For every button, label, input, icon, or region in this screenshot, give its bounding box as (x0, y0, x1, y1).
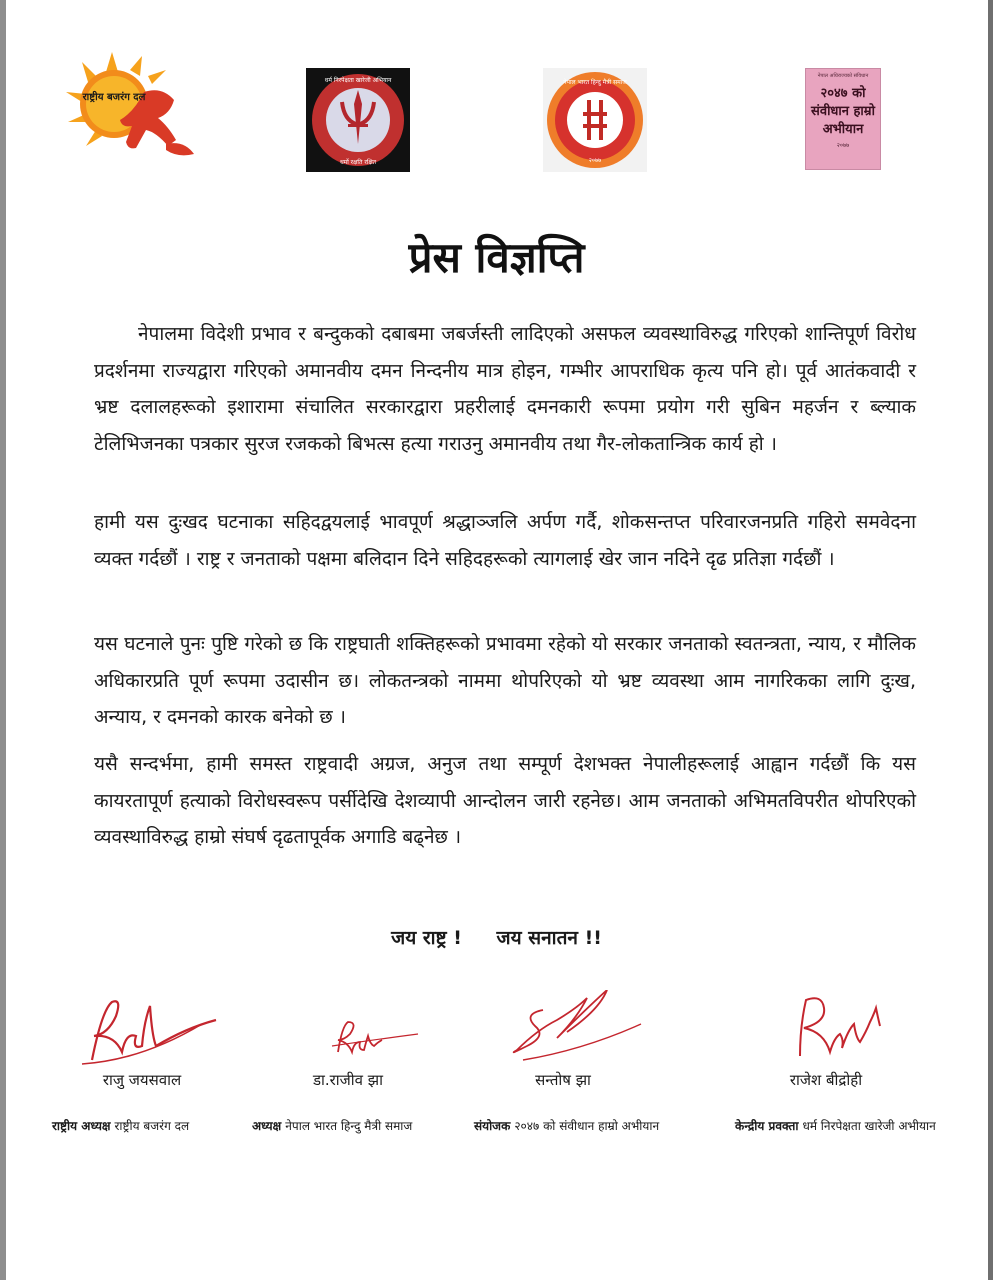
signatory-4-title (735, 1117, 936, 1134)
signatory-1-title (52, 1117, 189, 1134)
left-page-edge (0, 0, 6, 1280)
signatory-3-org: २०४७ को संवीधान हाम्रो अभीयान (514, 1119, 660, 1133)
slogan (0, 924, 993, 950)
signatory-1 (22, 990, 262, 1090)
dharma-nirapekshata-logo (306, 68, 410, 172)
signatory-4-role: केन्द्रीय प्रवक्ता (735, 1119, 799, 1133)
paragraph-2: हामी यस दुःखद घटनाका सहिदद्वयलाई भावपूर्ण श्रद्धाञ्जलि अर्पण गर्दै, शोकसन्तप्त परिवारजनप्रति गहिरो समवेदना व्यक्त गर्दछौं । राष्ट्र र जनताको पक्षमा बलिदान दिने सहिदहरूको त्यागलाई खेर जान नदिने दृढ प्रतिज्ञा गर्दछौं । (94, 511, 916, 570)
nepal-bharat-maitri-logo (543, 68, 647, 172)
signatory-3-title (474, 1117, 659, 1134)
rashtriya-bajrang-dal-logo (62, 52, 202, 170)
right-page-edge (988, 0, 993, 1280)
signatory-4 (706, 990, 946, 1090)
signatory-4-name: राजेश बीद्रोही (789, 1071, 863, 1089)
signatory-2 (228, 990, 468, 1090)
logo4-main-text: २०४७ को संवीधान हाम्रो अभीयान (811, 86, 875, 137)
signatory-4-org: धर्म निरपेक्षता खारेजी अभीयान (802, 1119, 936, 1133)
signatory-2-title (252, 1117, 412, 1134)
signatory-2-name: डा.राजीव झा (312, 1071, 384, 1089)
logo4-org-text: नेपाल अधिराज्यको संविधान (817, 73, 869, 79)
signature-4 (736, 990, 916, 1070)
logo2-top-text: धर्म निरपेक्षता खारेजी अभियान (324, 77, 392, 84)
signatory-2-org: नेपाल भारत हिन्दु मैत्री समाज (285, 1119, 413, 1133)
signature-1 (62, 990, 222, 1070)
signatory-3-name: सन्तोष झा (535, 1071, 591, 1089)
slogan-right: जय सनातन !! (496, 927, 602, 949)
signatory-2-role: अध्यक्ष (252, 1119, 282, 1133)
logo3-top-text: नेपाल भारत हिन्दु मैत्री समाज (563, 79, 627, 86)
paragraph-4: यसै सन्दर्भमा, हामी समस्त राष्ट्रवादी अग्रज, अनुज तथा सम्पूर्ण देशभक्त नेपालीहरूलाई आह्वान गर्दछौं कि यस कायरतापूर्ण हत्याको विरोधस्वरूप पर्सीदेखि देशव्यापी आन्दोलन जारी रहनेछ। आम जनताको अभिमतविपरीत थोपरिएको व्यवस्थाविरुद्ध हाम्रो संघर्ष दृढतापूर्वक अगाडि बढ्नेछ । (94, 753, 916, 848)
press-release-title: प्रेस विज्ञप्ति (408, 233, 585, 282)
logo2-bottom-text: धर्मो रक्षति रक्षित (339, 159, 377, 166)
signature-3 (463, 990, 663, 1070)
signatory-1-name: राजु जयसवाल (102, 1071, 182, 1089)
signatory-3-role: संयोजक (474, 1119, 511, 1133)
samvidhan-abhiyan-logo (805, 68, 881, 170)
slogan-left: जय राष्ट्र ! (391, 927, 462, 949)
logo4-year-text: २०७७ (836, 142, 850, 149)
logo-row (0, 52, 993, 172)
logo1-text: राष्ट्रीय बजरंग दल (82, 92, 146, 103)
signatory-1-role: राष्ट्रीय अध्यक्ष (52, 1119, 111, 1133)
signatory-3 (443, 990, 683, 1090)
paragraph-1: नेपालमा विदेशी प्रभाव र बन्दुकको दबाबमा जबर्जस्ती लादिएको असफल व्यवस्थाविरुद्ध गरिएको शान्तिपूर्ण विरोध प्रदर्शनमा राज्यद्वारा गरिएको अमानवीय दमन निन्दनीय मात्र होइन, गम्भीर आपराधिक कृत्य पनि हो। पूर्व आतंकवादी र भ्रष्ट दलालहरूको इशारामा संचालित सरकारद्वारा प्रहरीलाई दमनकारी रूपमा प्रयोग गरी सुबिन महर्जन र ब्ल्याक टेलिभिजनका पत्रकार सुरज रजकको बिभत्स हत्या गराउनु अमानवीय तथा गैर-लोकतान्त्रिक कार्य हो । (94, 323, 916, 455)
paragraph-3: यस घटनाले पुनः पुष्टि गरेको छ कि राष्ट्रघाती शक्तिहरूको प्रभावमा रहेको यो सरकार जनताको स्वतन्त्रता, न्याय, र मौलिक अधिकारप्रति पूर्ण रूपमा उदासीन छ। लोकतन्त्रको नाममा थोपरिएको यो भ्रष्ट व्यवस्था आम नागरिकका लागि दुःख, अन्याय, र दमनको कारक बनेको छ । (94, 633, 916, 728)
logo3-bottom-text: २०७७ (588, 157, 602, 164)
signature-2 (268, 990, 428, 1070)
signatory-1-org: राष्ट्रीय बजरंग दल (114, 1119, 190, 1133)
